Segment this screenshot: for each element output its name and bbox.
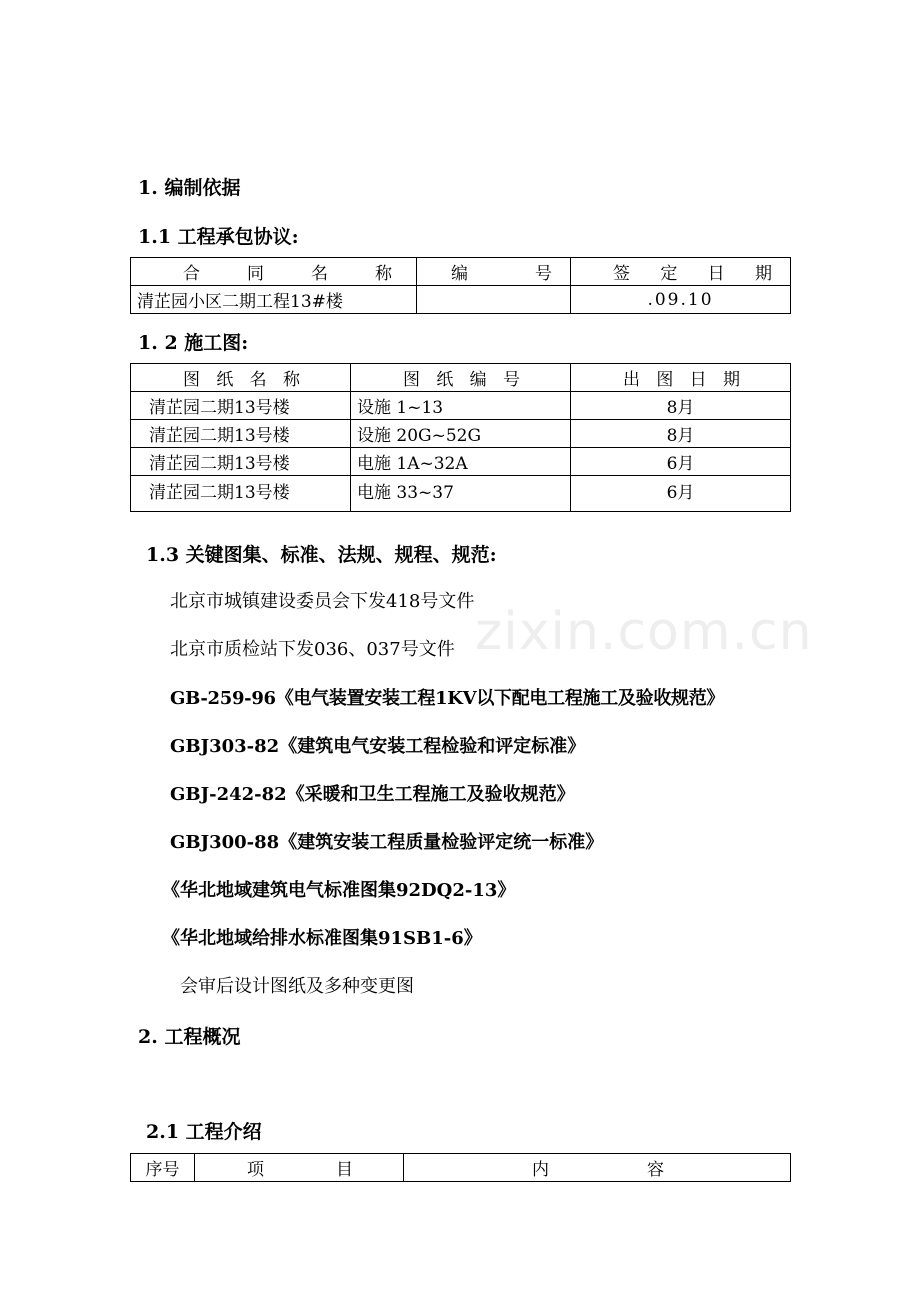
section-1-heading: 1. 编制依据 [138,177,241,199]
table-row [131,392,791,420]
reference-item: 北京市城镇建设委员会下发418号文件 [170,591,475,612]
cell-drawing-name: 清芷园二期13号楼 [131,448,351,476]
cell-drawing-number: 电施 33~37 [351,476,571,512]
header-item: 项目 [247,1160,353,1180]
cell-drawing-number: 设施 1~13 [351,392,571,420]
header-content: 内容 [532,1160,664,1180]
drawing-table [130,363,791,512]
table-row [131,286,791,314]
reference-item: 《华北地域建筑电气标准图集92DQ2-13》 [162,880,516,901]
cell-issue-date: 8月 [571,420,791,448]
section-1-1-heading: 1.1 工程承包协议: [138,226,299,248]
cell-sign-date: .09.10 [571,286,791,314]
section-2-1-heading: 2.1 工程介绍 [146,1121,262,1143]
header-drawing-number: 图纸编号 [403,370,520,390]
reference-item: GBJ300-88《建筑安装工程质量检验评定统一标准》 [170,832,604,853]
cell-issue-date: 6月 [571,448,791,476]
reference-item: GB-259-96《电气装置安装工程1KV以下配电工程施工及验收规范》 [170,688,725,709]
project-intro-table [130,1153,791,1182]
cell-issue-date: 6月 [571,476,791,512]
reference-item: GBJ303-82《建筑电气安装工程检验和评定标准》 [170,736,586,757]
cell-drawing-number: 电施 1A~32A [351,448,571,476]
table-row [131,448,791,476]
header-contract-name: 合同名称 [183,264,392,284]
header-sign-date: 签定日期 [613,264,772,284]
contract-table [130,257,791,314]
header-issue-date: 出图日期 [623,370,740,390]
table-row [131,420,791,448]
cell-drawing-name: 清芷园二期13号楼 [131,476,351,512]
cell-drawing-number: 设施 20G~52G [351,420,571,448]
cell-issue-date: 8月 [571,392,791,420]
watermark: zixin.com.cn [475,602,813,662]
table-row [131,476,791,512]
reference-item: 会审后设计图纸及多种变更图 [180,976,414,997]
table-header-row [131,1154,791,1182]
header-number: 编号 [451,264,552,284]
table-header-row [131,258,791,286]
cell-drawing-name: 清芷园二期13号楼 [131,420,351,448]
reference-item: 北京市质检站下发036、037号文件 [170,639,455,660]
reference-item: 《华北地域给排水标准图集91SB1-6》 [162,928,482,949]
section-1-2-heading: 1. 2 施工图: [138,332,249,354]
cell-number [417,286,571,314]
table-header-row [131,364,791,392]
header-serial: 序号 [131,1154,195,1182]
section-2-heading: 2. 工程概况 [138,1026,241,1048]
section-1-3-heading: 1.3 关键图集、标准、法规、规程、规范: [146,544,497,566]
cell-contract-name: 清芷园小区二期工程13#楼 [131,286,417,314]
reference-item: GBJ-242-82《采暖和卫生工程施工及验收规范》 [170,784,575,805]
cell-drawing-name: 清芷园二期13号楼 [131,392,351,420]
header-drawing-name: 图纸名称 [183,370,300,390]
